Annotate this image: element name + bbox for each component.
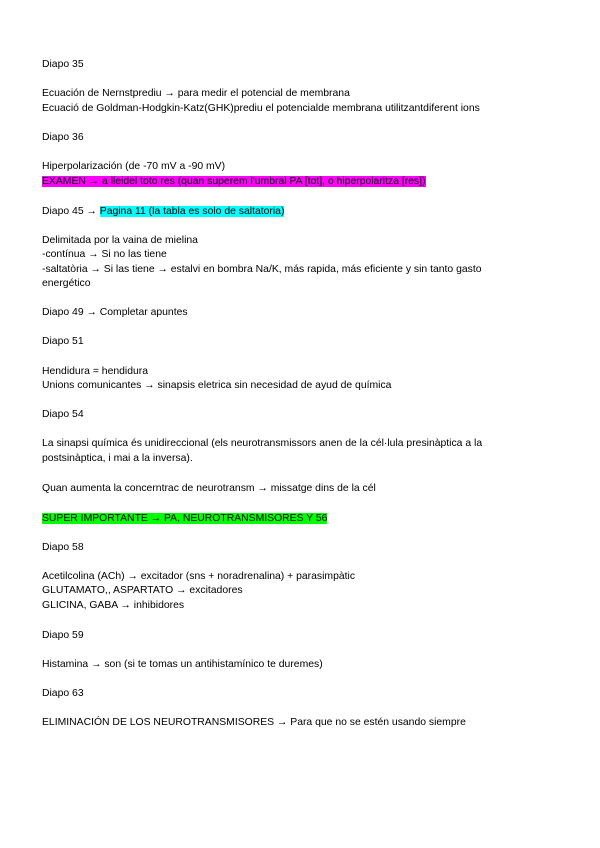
exam-note-line: [42, 175, 426, 188]
heading-diapo-59: [42, 629, 84, 642]
heading-diapo-45: [42, 205, 284, 218]
line-text: Histamina → son (si te tomas un antihistamínico te duremes): [42, 659, 323, 670]
super-important-line: [42, 512, 327, 525]
continua-line: [42, 248, 167, 261]
ghk-line: [42, 102, 480, 115]
line-text: postsinàptica, i mai a la inversa).: [42, 453, 193, 464]
heading-diapo-54: [42, 408, 84, 421]
line-text: -contínua → Si no las tiene: [42, 249, 167, 260]
line-text: ELIMINACIÓN DE LOS NEUROTRANSMISORES → Para que no se estén usando siempre: [42, 717, 466, 728]
line-text: Delimitada por la vaina de mielina: [42, 235, 198, 246]
highlighted-text-magenta: EXAMEN → a lleidel toto res (quan superem l'umbral PA [tot], o hiperpolaritza [res]): [42, 176, 426, 187]
saltatoria-line: [42, 263, 482, 276]
hyperpolarization-line: [42, 160, 225, 173]
heading-diapo-51: [42, 335, 84, 348]
line-text: -saltatòria → Si las tiene → estalvi en bombra Na/K, más rapida, más eficiente y sin tanto gasto: [42, 264, 482, 275]
line-text: energético: [42, 278, 91, 289]
hendidura-line: [42, 365, 148, 378]
line-text: Diapo 36: [42, 132, 84, 143]
eliminacion-line: [42, 716, 466, 729]
heading-diapo-63: [42, 687, 84, 700]
line-text: Diapo 54: [42, 409, 84, 420]
sinapsi-line-1: [42, 437, 482, 450]
nernst-line: [42, 87, 350, 100]
heading-diapo-58: [42, 541, 84, 554]
myelin-line: [42, 234, 198, 247]
heading-diapo-49: [42, 306, 188, 319]
line-text: Ecuació de Goldman-Hodgkin-Katz(GHK)prediu el potencialde membrana utilitzantdiferent ions: [42, 103, 480, 114]
highlighted-text-green: SUPER IMPORTANTE → PA, NEUROTRANSMISORES Y 56: [42, 513, 328, 524]
acetilcolina-line: [42, 570, 355, 583]
line-text: Hiperpolarización (de -70 mV a -90 mV): [42, 161, 226, 172]
sinapsi-line-2: [42, 452, 193, 465]
histamina-line: [42, 658, 323, 671]
line-text: Diapo 51: [42, 336, 84, 347]
glicina-line: [42, 599, 184, 612]
unions-line: [42, 379, 391, 392]
line-text: Diapo 35: [42, 59, 84, 70]
line-text: Hendidura = hendidura: [42, 366, 149, 377]
line-text: Diapo 63: [42, 688, 84, 699]
line-text: La sinapsi química és unidireccional (els neurotransmissors anen de la cél·lula presinàptica a la: [42, 438, 483, 449]
glutamato-line: [42, 584, 243, 597]
concentration-line: [42, 482, 376, 495]
line-text: GLICINA, GABA → inhibidores: [42, 600, 185, 611]
heading-diapo-36: [42, 131, 84, 144]
heading-diapo-35: [42, 58, 84, 71]
line-text: GLUTAMATO,, ASPARTATO → excitadores: [42, 585, 243, 596]
line-text: Diapo 59: [42, 630, 84, 641]
line-text: Acetilcolina (ACh) → excitador (sns + noradrenalina) + parasimpàtic: [42, 571, 356, 582]
line-text: Unions comunicantes → sinapsis eletrica sin necesidad de ayud de química: [42, 380, 392, 391]
line-text: Quan aumenta la concerntrac de neurotransm → missatge dins de la cél: [42, 483, 376, 494]
line-text: Diapo 58: [42, 542, 84, 553]
energetico-line: [42, 277, 91, 290]
line-text: Ecuación de Nernstprediu → para medir el potencial de membrana: [42, 88, 350, 99]
line-text: Diapo 45 →: [42, 206, 100, 217]
line-text: Diapo 49 → Completar apuntes: [42, 307, 188, 318]
highlighted-text-cyan: Pagina 11 (la tabla es solo de saltatoria): [99, 206, 285, 217]
